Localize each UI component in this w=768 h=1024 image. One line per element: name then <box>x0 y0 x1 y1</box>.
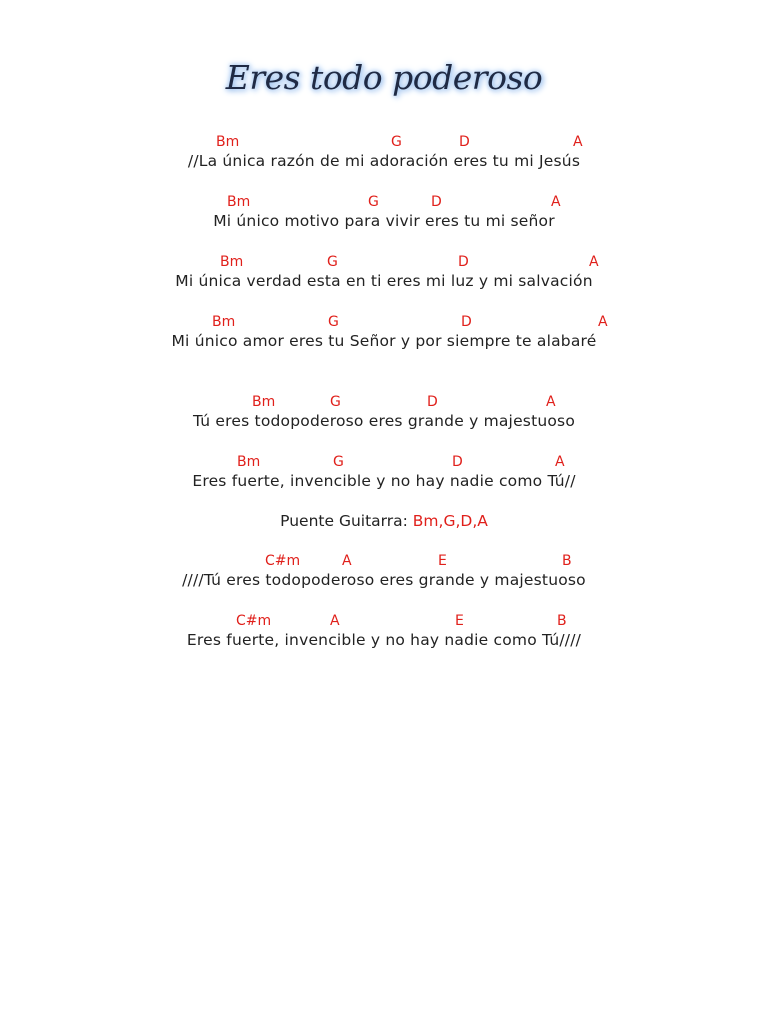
chord: Bm <box>220 254 244 270</box>
chord: D <box>452 454 463 470</box>
chord: A <box>589 254 599 270</box>
lyric-line: Tú eres todopoderoso eres grande y majestuoso <box>192 412 576 430</box>
chord: Bm <box>212 314 236 330</box>
chord: A <box>598 314 608 330</box>
chord: Bm <box>216 134 240 150</box>
chord: C#m <box>236 613 272 629</box>
chord: D <box>459 134 470 150</box>
chord: Bm <box>227 194 251 210</box>
chord: B <box>557 613 567 629</box>
lyric-line: Eres fuerte, invencible y no hay nadie como Tú// <box>192 472 576 490</box>
chord: A <box>546 394 556 410</box>
chord: G <box>391 134 402 150</box>
bridge-chords: Bm,G,D,A <box>412 512 488 530</box>
lyric-line: Mi único amor eres tu Señor y por siempre te alabaré <box>171 332 597 350</box>
chord: D <box>458 254 469 270</box>
lyric-line: Eres fuerte, invencible y no hay nadie como Tú//// <box>186 631 582 649</box>
chord: G <box>330 394 341 410</box>
chord: G <box>368 194 379 210</box>
chord: C#m <box>265 553 301 569</box>
bridge-line <box>0 512 768 530</box>
chord: D <box>427 394 438 410</box>
bridge-label: Puente Guitarra: <box>280 512 413 530</box>
chord: Bm <box>252 394 276 410</box>
chord: G <box>328 314 339 330</box>
chord: A <box>551 194 561 210</box>
lyric-line: Mi única verdad esta en ti eres mi luz y mi salvación <box>175 272 593 290</box>
chord: G <box>333 454 344 470</box>
chord: Bm <box>237 454 261 470</box>
lyric-line: ////Tú eres todopoderoso eres grande y majestuoso <box>182 571 586 589</box>
chord: E <box>455 613 464 629</box>
chord: D <box>431 194 442 210</box>
chord: A <box>573 134 583 150</box>
chord: B <box>562 553 572 569</box>
song-title: Eres todo poderoso <box>225 58 543 97</box>
chord: E <box>438 553 447 569</box>
lyric-line: Mi único motivo para vivir eres tu mi señor <box>213 212 555 230</box>
lyric-line: //La única razón de mi adoración eres tu mi Jesús <box>187 152 581 170</box>
chord: A <box>342 553 352 569</box>
chord: A <box>330 613 340 629</box>
chord: G <box>327 254 338 270</box>
chord: D <box>461 314 472 330</box>
chord: A <box>555 454 565 470</box>
